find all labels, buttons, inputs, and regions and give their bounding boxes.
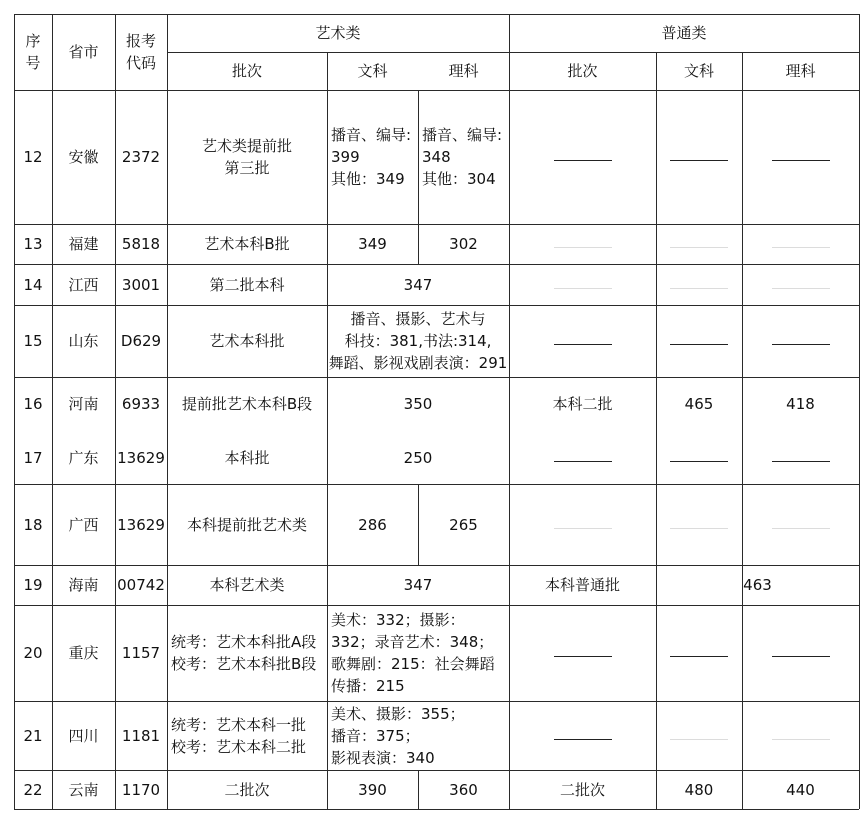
empty-dash-gen-li xyxy=(772,461,830,462)
empty-dash-gen-wen xyxy=(670,288,728,289)
cell-art-batch: 本科批 xyxy=(224,448,270,467)
header-gen-wen: 文科 xyxy=(683,62,714,80)
empty-dash-gen-wen xyxy=(670,739,728,740)
cell-art-score: 347 xyxy=(403,275,433,294)
cell-province: 福建 xyxy=(68,235,99,253)
cell-art-wen: 349 xyxy=(358,235,387,253)
empty-dash-gen-li xyxy=(772,160,830,161)
cell-seq: 21 xyxy=(23,726,43,745)
cell-art-li: 360 xyxy=(449,780,478,799)
cell-art-batch: 统考：艺术本科一批 校考：艺术本科二批 xyxy=(171,715,307,756)
cell-seq: 14 xyxy=(23,275,43,294)
cell-gen-wen: 480 xyxy=(684,780,714,799)
cell-art-batch: 本科提前批艺术类 xyxy=(186,515,307,534)
cell-code: 00742 xyxy=(117,576,165,594)
cell-code: 1181 xyxy=(121,726,161,745)
empty-dash-gen-wen xyxy=(670,344,728,345)
cell-art-batch: 二批次 xyxy=(224,780,270,799)
header-code: 报考 代码 xyxy=(125,32,156,72)
cell-province: 云南 xyxy=(68,780,99,799)
cell-art-wen: 播音、编导: 399 其他：349 xyxy=(331,126,412,188)
empty-dash-gen-wen xyxy=(670,247,728,248)
cell-province: 安徽 xyxy=(68,148,99,166)
cell-province: 广西 xyxy=(68,515,99,534)
cell-art-batch: 统考：艺术本科批A段 校考：艺术本科批B段 xyxy=(171,633,317,673)
empty-dash-gen-batch xyxy=(554,461,612,462)
cell-code: 6933 xyxy=(121,395,161,413)
cell-province: 重庆 xyxy=(68,644,99,662)
cell-seq: 15 xyxy=(23,332,43,350)
cell-province: 江西 xyxy=(68,275,99,294)
cell-art-batch: 提前批艺术本科B段 xyxy=(181,395,313,413)
cell-province: 河南 xyxy=(68,395,99,413)
cell-province: 海南 xyxy=(68,576,99,594)
empty-dash-gen-batch xyxy=(554,528,612,529)
empty-dash-gen-li xyxy=(772,656,830,657)
cell-code: 1157 xyxy=(121,644,161,662)
cell-code: 13629 xyxy=(117,448,165,467)
cell-gen-batch: 本科二批 xyxy=(552,395,613,413)
cell-art-li: 265 xyxy=(449,515,478,534)
table-bottom-border xyxy=(14,809,859,810)
cell-art-batch: 第二批本科 xyxy=(209,275,285,294)
cell-art-wen: 390 xyxy=(358,780,387,799)
header-art-batch: 批次 xyxy=(231,62,262,80)
cell-art-score: 250 xyxy=(403,448,433,467)
header-art-li: 理科 xyxy=(448,62,479,80)
cell-gen-wen: 465 xyxy=(684,395,714,413)
header-seq: 序 号 xyxy=(25,32,41,72)
cell-art-batch: 艺术本科B批 xyxy=(204,235,290,253)
empty-dash-gen-batch xyxy=(554,656,612,657)
header-sub-divider xyxy=(167,52,859,53)
cell-seq: 20 xyxy=(23,644,43,662)
empty-dash-gen-li xyxy=(772,288,830,289)
cell-art-li: 302 xyxy=(449,235,478,253)
cell-art-wen: 286 xyxy=(358,515,387,534)
cell-art-score: 播音、摄影、艺术与 科技：381,书法:314, 舞蹈、影视戏剧表演：291 xyxy=(328,310,508,372)
empty-dash-gen-batch xyxy=(554,739,612,740)
empty-dash-gen-batch xyxy=(554,288,612,289)
header-gen-li: 理科 xyxy=(785,62,816,80)
header-general-group: 普通类 xyxy=(661,24,707,42)
empty-dash-gen-batch xyxy=(554,160,612,161)
cell-code: 13629 xyxy=(117,515,165,534)
empty-dash-gen-batch xyxy=(554,344,612,345)
col-divider-5 xyxy=(859,14,860,809)
header-gen-batch: 批次 xyxy=(567,62,598,80)
cell-code: 3001 xyxy=(121,275,161,294)
empty-dash-gen-li xyxy=(772,528,830,529)
empty-dash-gen-li xyxy=(772,247,830,248)
header-art-group: 艺术类 xyxy=(315,24,361,42)
cell-code: 1170 xyxy=(121,780,161,799)
cell-province: 四川 xyxy=(68,726,99,745)
table-top-border xyxy=(14,14,859,15)
cell-art-batch: 艺术本科批 xyxy=(209,332,285,350)
header-province: 省市 xyxy=(68,43,99,61)
cell-seq: 16 xyxy=(23,395,43,413)
cell-seq: 17 xyxy=(23,448,43,467)
cell-gen-li: 440 xyxy=(786,780,815,799)
cell-province: 山东 xyxy=(68,332,99,350)
cell-art-score: 347 xyxy=(403,576,433,594)
header-art-wen: 文科 xyxy=(357,62,388,80)
cell-code: 2372 xyxy=(121,148,161,166)
empty-dash-gen-batch xyxy=(554,247,612,248)
empty-dash-gen-li xyxy=(772,739,830,740)
empty-dash-gen-wen xyxy=(670,160,728,161)
cell-gen-score: 463 xyxy=(743,576,772,594)
empty-dash-gen-wen xyxy=(670,656,728,657)
cell-code: 5818 xyxy=(121,235,161,253)
cell-seq: 22 xyxy=(23,780,43,799)
cell-code: D629 xyxy=(120,332,162,350)
cell-seq: 18 xyxy=(23,515,43,534)
cell-province: 广东 xyxy=(68,448,99,467)
cell-gen-batch: 二批次 xyxy=(559,780,605,799)
cell-art-score: 美术、摄影：355； 播音：375； 影视表演：340 xyxy=(331,704,465,767)
cell-gen-batch: 本科普通批 xyxy=(544,576,620,594)
cell-seq: 19 xyxy=(23,576,43,594)
cell-art-li: 播音、编导: 348 其他：304 xyxy=(422,126,503,188)
cell-art-score: 美术：332；摄影： 332；录音艺术：348； 歌舞剧：215：社会舞蹈 传播：215 xyxy=(331,611,495,695)
cell-art-batch: 本科艺术类 xyxy=(209,576,285,594)
empty-dash-gen-wen xyxy=(670,528,728,529)
cell-gen-li: 418 xyxy=(786,395,815,413)
empty-dash-gen-wen xyxy=(670,461,728,462)
cell-art-batch: 艺术类提前批 第三批 xyxy=(201,137,292,177)
cell-seq: 13 xyxy=(23,235,43,253)
cell-art-score: 350 xyxy=(403,395,433,413)
cell-seq: 12 xyxy=(23,148,43,166)
empty-dash-gen-li xyxy=(772,344,830,345)
